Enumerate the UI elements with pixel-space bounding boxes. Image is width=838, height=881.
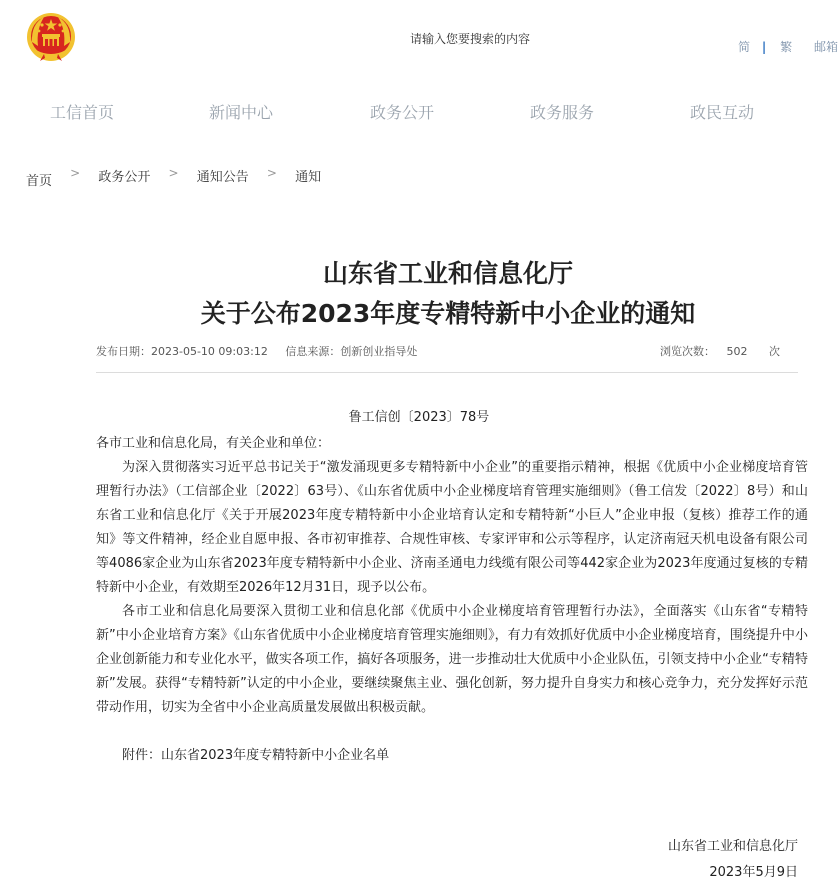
article-title-line1: 山东省工业和信息化厅 <box>322 259 573 288</box>
main-nav <box>0 100 838 126</box>
breadcrumb <box>26 166 321 189</box>
breadcrumb-announcements[interactable]: 通知公告 <box>196 170 249 185</box>
breadcrumb-separator: > <box>266 166 277 180</box>
nav-item-services[interactable]: 政务服务 <box>530 103 595 122</box>
breadcrumb-home[interactable]: 首页 <box>26 174 53 189</box>
view-count-label: 浏览次数： <box>660 345 715 358</box>
nav-item-government-affairs[interactable]: 政务公开 <box>370 103 435 122</box>
info-source-label: 信息来源： <box>285 345 341 358</box>
body-paragraph: 为深入贯彻落实习近平总书记关于“激发涌现更多专精特新中小企业”的重要指示精神，根据《优质中小企业梯度培育管理暂行办法》（工信部企业〔2022〕63号）、《山东省优质中小企业梯度培育管理实施细则》（鲁工信发〔2022〕8号）和山东省工业和信息化厅《关于开展2023年度专精特新中小企业培育认定和专精特新“小巨人”企业申报（复核）推荐工作的通知》等文件精神，经企业自愿申报、各市初审推荐、合规性审核、专家评审和公示等程序，认定济南冠天机电设备有限公司等4086家企业为山东省2023年度专精特新中小企业、济南圣通电力线缆有限公司等442家企业为2023年度通过复核的专精特新中小企业，有效期至2026年12月31日，现予以公布。 <box>96 460 808 595</box>
info-source <box>285 345 417 358</box>
top-links <box>728 38 838 55</box>
breadcrumb-separator: > <box>70 166 81 180</box>
lang-simplified-link[interactable]: 简 <box>738 40 751 54</box>
search-input[interactable]: 请输入您要搜索的内容 <box>409 32 530 46</box>
article-body <box>96 432 808 768</box>
lang-traditional-link[interactable]: 繁 <box>780 40 793 54</box>
nav-item-news[interactable]: 新闻中心 <box>209 103 274 122</box>
lang-separator: | <box>761 40 767 54</box>
national-emblem-icon[interactable] <box>26 12 76 62</box>
breadcrumb-separator: > <box>168 166 179 180</box>
breadcrumb-government-affairs[interactable]: 政务公开 <box>98 170 151 185</box>
publish-date <box>96 345 268 358</box>
signature-date: 2023年5月9日 <box>709 865 798 880</box>
nav-item-interaction[interactable]: 政民互动 <box>690 103 755 122</box>
article-title-line2: 关于公布2023年度专精特新中小企业的通知 <box>200 299 696 328</box>
view-count-value: 502 <box>726 345 748 358</box>
signature <box>668 834 798 881</box>
article-meta <box>96 343 780 359</box>
info-source-value: 创新创业指导处 <box>340 345 418 358</box>
document-number: 鲁工信创〔2023〕78号 <box>348 410 490 425</box>
mail-link[interactable]: 邮箱 <box>813 40 838 54</box>
view-count-unit: 次 <box>769 345 780 358</box>
site-header <box>0 0 838 70</box>
publish-date-label: 发布日期： <box>96 345 151 358</box>
salutation: 各市工业和信息化局，有关企业和单位： <box>96 436 331 451</box>
body-paragraph: 各市工业和信息化局要深入贯彻工业和信息化部《优质中小企业梯度培育管理暂行办法》，全面落实《山东省“专精特新”中小企业培育方案》《山东省优质中小企业梯度培育管理实施细则》，有力有效抓好优质中小企业梯度培育，围绕提升中小企业创新能力和专业化水平，做实各项工作，搞好各项服务，进一步推动壮大优质中小企业队伍，引领支持中小企业“专精特新”发展。获得“专精特新”认定的中小企业，要继续聚焦主业、强化创新，努力提升自身实力和核心竞争力，充分发挥好示范带动作用，切实为全省中小企业高质量发展做出积极贡献。 <box>96 604 808 715</box>
nav-item-home[interactable]: 工信首页 <box>50 103 115 122</box>
attachment-link[interactable]: 附件：山东省2023年度专精特新中小企业名单 <box>122 748 390 763</box>
signature-org: 山东省工业和信息化厅 <box>667 839 798 854</box>
meta-divider <box>96 372 798 373</box>
view-count <box>660 343 780 359</box>
publish-date-value: 2023-05-10 09:03:12 <box>151 345 268 358</box>
breadcrumb-notice[interactable]: 通知 <box>295 170 322 185</box>
